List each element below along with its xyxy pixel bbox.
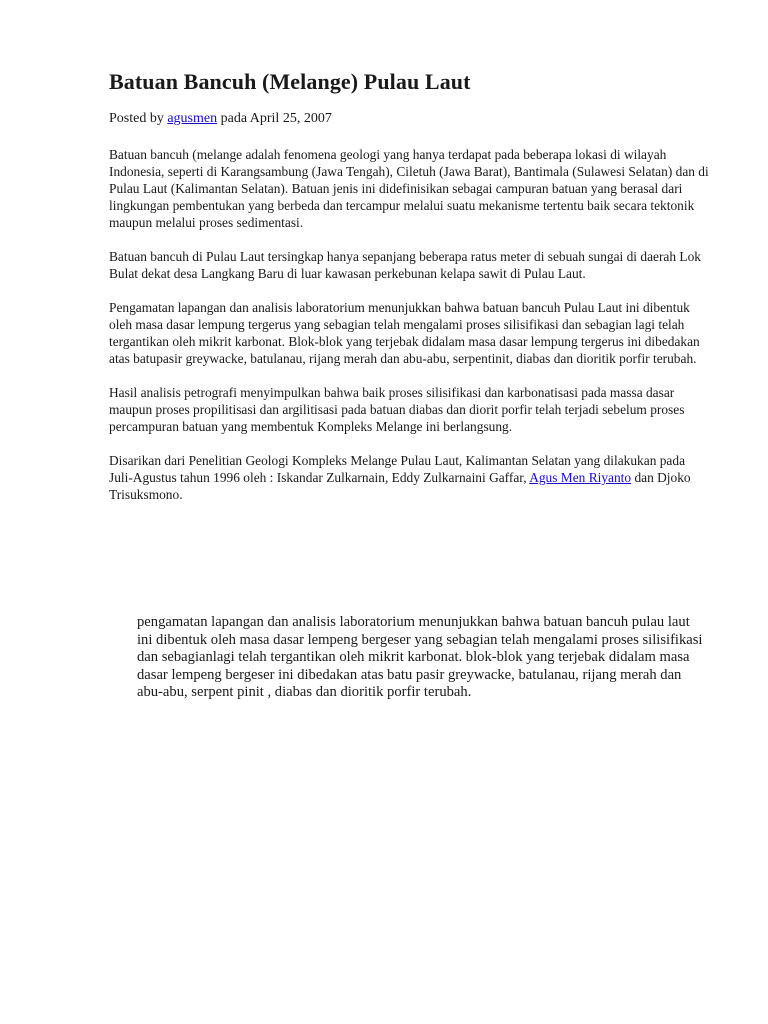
source-author-link[interactable]: Agus Men Riyanto xyxy=(529,470,632,485)
post-meta xyxy=(109,110,709,128)
source-text: Disarikan dari Penelitian Geologi Kompleks Melange Pulau Laut, Kalimantan Selatan yang dilakukan pada Juli-Agustus tahun 1996 oleh : Iskandar Zulkarnain, Eddy Zulkarnaini Gaffar, xyxy=(109,453,686,485)
author-link[interactable]: agusmen xyxy=(167,111,218,126)
paragraph-source xyxy=(109,452,709,503)
posted-by-label: Posted by xyxy=(109,111,168,126)
source-text-end: dan Djoko Trisuksmono. xyxy=(109,470,691,502)
article-title: Batuan Bancuh (Melange) Pulau Laut xyxy=(109,69,471,94)
article xyxy=(109,68,709,503)
paragraph-analysis: Hasil analisis petrografi menyimpulkan bahwa baik proses silisifikasi dan karbonatisasi pada massa dasar maupun proses propilitisasi dan argilitisasi pada batuan diabas dan diorit porfir telah terjadi sebelum proses percampuran batuan yang membentuk Kompleks Melange ini berlangsung. xyxy=(109,385,685,434)
paragraph-location: Batuan bancuh di Pulau Laut tersingkap hanya sepanjang beberapa ratus meter di sebuah sungai di daerah Lok Bulat dekat desa Langkang Baru di luar kawasan perkebunan kelapa sawit di Pulau Laut. xyxy=(109,249,701,281)
paragraph-intro: Batuan bancuh (melange adalah fenomena geologi yang hanya terdapat pada beberapa lokasi di wilayah Indonesia, seperti di Karangsambung (Jawa Tengah), Ciletuh (Jawa Barat), Bantimala (Sulawesi Selatan) dan di Pulau Laut (Kalimantan Selatan). Batuan jenis ini didefinisikan sebagai campuran batuan yang berasal dari lingkungan pembentukan yang berbeda dan tercampur melalui suatu mekanisme tertentu baik secara tektonik maupun melalui proses sedimentasi. xyxy=(109,147,709,230)
comment-quote: pengamatan lapangan dan analisis laboratorium menunjukkan bahwa batuan bancuh pulau laut ini dibentuk oleh masa dasar lempeng bergeser yang sebagian telah mengalami proses silisifikasi dan sebagianlagi telah tergantikan oleh mikrit karbonat. blok-blok yang terjebak didalam masa dasar lempeng bergeser ini dibedakan atas batu pasir greywacke, batulanau, rijang merah dan abu-abu, serpent pinit , diabas dan dioritik porfir terubah. xyxy=(137,614,703,701)
post-date: pada April 25, 2007 xyxy=(217,111,332,126)
paragraph-observation: Pengamatan lapangan dan analisis laboratorium menunjukkan bahwa batuan bancuh Pulau Laut ini dibentuk oleh masa dasar lempung tergerus yang sebagian telah mengalami proses silisifikasi dan sebagian lagi telah tergantikan oleh mikrit karbonat. Blok-blok yang terjebak didalam masa dasar lempung tergerus ini dibedakan atas batupasir greywacke, batulanau, rijang merah dan abu-abu, serpentinit, diabas dan dioritik porfir terubah. xyxy=(109,300,700,366)
